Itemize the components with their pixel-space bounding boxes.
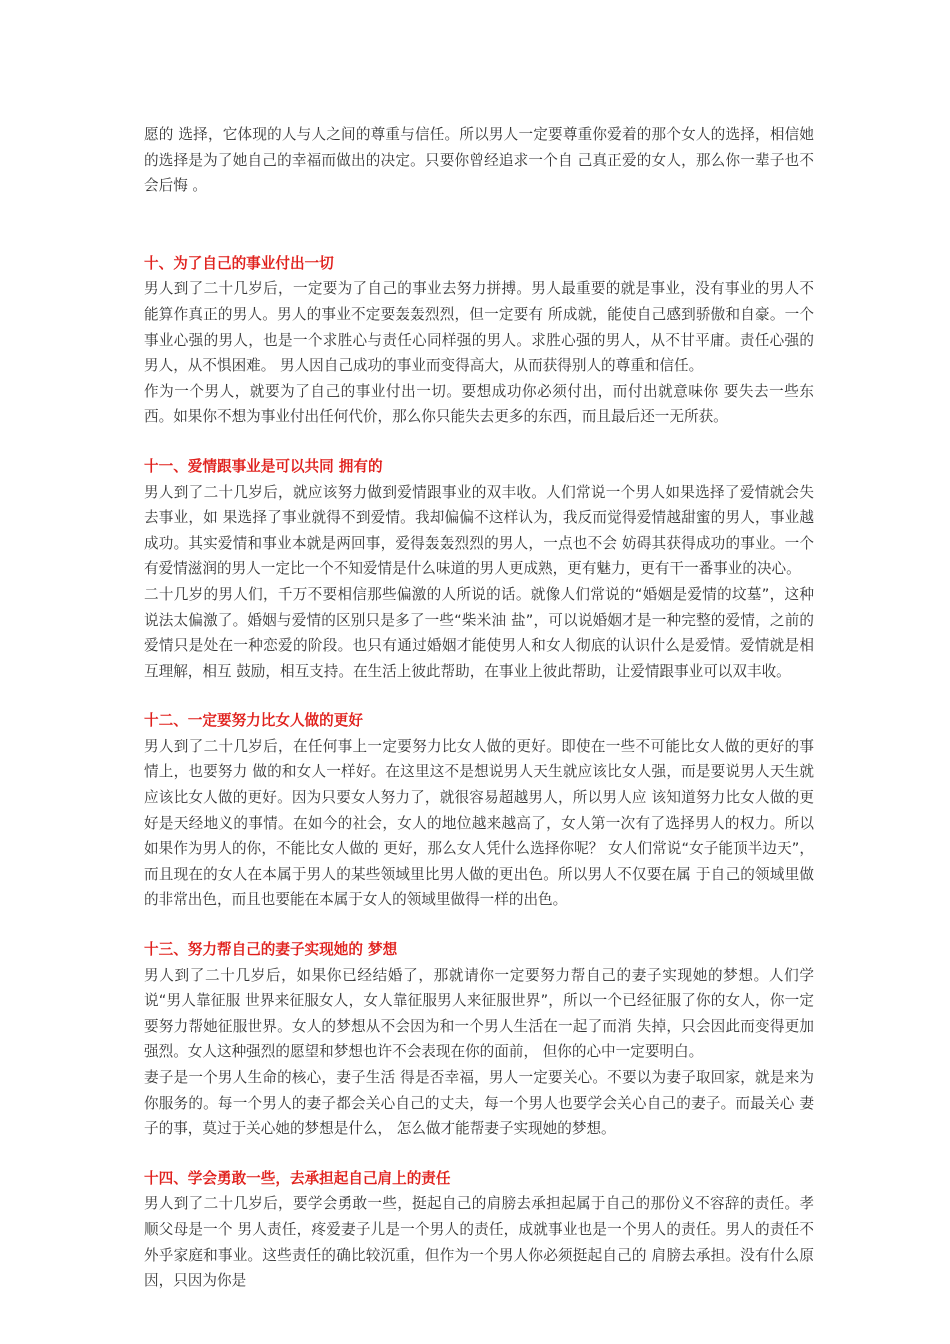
section-heading-13: 十三、努力帮自己的妻子实现她的 梦想 bbox=[144, 941, 398, 959]
section-heading-12: 十二、一定要努力比女人做的更好 bbox=[144, 712, 363, 730]
section-13-paragraph-2: 妻子是一个男人生命的核心，妻子生活 得是否幸福，男人一定要关心。不要以为妻子取回家，就是来为你服务的。每一个男人的妻子都会关心自己的丈夫，每一个男人也要学会关心自己的妻子。而最关心 妻子的事，莫过于关心她的梦想是什么， 怎么做才能帮妻子实现她的梦想。 bbox=[144, 1069, 814, 1138]
spacer bbox=[144, 684, 814, 708]
section-13-paragraph-1: 男人到了二十几岁后，如果你已经结婚了，那就请你一定要努力帮自己的妻子实现她的梦想。人们学说“男人靠征服 世界来征服女人，女人靠征服男人来征服世界”，所以一个已经征服了你的女人，你一定要努力帮她征服世界。女人的梦想从不会因为和一个男人生活在一起了而消 失掉，只会因此而变得更加强烈。女人这种强烈的愿望和梦想也许不会表现在你的面前， 但你的心中一定要明白。 bbox=[144, 966, 814, 1061]
spacer bbox=[144, 430, 814, 454]
section-heading-10: 十、为了自己的事业付出一切 bbox=[144, 254, 334, 272]
section-10-paragraph-1: 男人到了二十几岁后，一定要为了自己的事业去努力拼搏。男人最重要的就是事业，没有事业的男人不能算作真正的男人。男人的事业不定要轰轰烈烈，但一定要有 所成就，能使自己感到骄傲和自豪。一个事业心强的男人，也是一个求胜心与责任心同样强的男人。求胜心强的男人，从不甘平庸。责任心强的男人，从不惧困难。 男人因自己成功的事业而变得高大，从而获得别人的尊重和信任。 bbox=[144, 280, 814, 375]
section-heading-14: 十四、学会勇敢一些，去承担起自己肩上的责任 bbox=[144, 1169, 451, 1187]
article-body bbox=[144, 122, 814, 1294]
section-11-paragraph-1: 男人到了二十几岁后，就应该努力做到爱情跟事业的双丰收。人们常说一个男人如果选择了爱情就会失去事业，如 果选择了事业就得不到爱情。我却偏偏不这样认为，我反而觉得爱情越甜蜜的男人，事业越成功。其实爱情和事业本就是两回事，爱得轰轰烈烈的男人，一点也不会 妨碍其获得成功的事业。一个有爱情滋润的男人一定比一个不知爱情是什么味道的男人更成熟，更有魅力，更有干一番事业的决心。 bbox=[144, 483, 814, 578]
section-12-paragraph-1: 男人到了二十几岁后，在任何事上一定要努力比女人做的更好。即使在一些不可能比女人做的更好的事情上，也要努力 做的和女人一样好。在这里这不是想说男人天生就应该比女人强，而是要说男人天生就应该比女人做的更好。因为只要女人努力了，就很容易超越男人，所以男人应 该知道努力比女人做的更好是天经地义的事情。在如今的社会，女人的地位越来越高了，女人第一次有了选择男人的权力。所以如果作为男人的你，不能比女人做的 更好，那么女人凭什么选择你呢？ 女人们常说“女子能顶半边天”，而且现在的女人在本属于男人的某些领域里比男人做的更出色。所以男人不仅要在属 于自己的领域里做的非常出色，而且也要能在本属于女人的领域里做得一样的出色。 bbox=[144, 737, 814, 909]
section-10-paragraph-2: 作为一个男人，就要为了自己的事业付出一切。要想成功你必须付出，而付出就意味你 要失去一些东西。如果你不想为事业付出任何代价，那么你只能失去更多的东西，而且最后还一无所获。 bbox=[144, 382, 814, 426]
section-heading-11: 十一、爱情跟事业是可以共同 拥有的 bbox=[144, 457, 383, 475]
spacer bbox=[144, 1142, 814, 1166]
intro-paragraph: 愿的 选择，它体现的人与人之间的尊重与信任。所以男人一定要尊重你爱着的那个女人的选择，相信她的选择是为了她自己的幸福而做出的决定。只要你曾经追求一个自 己真正爱的女人，那么你一辈子也不会后悔 。 bbox=[144, 126, 814, 195]
spacer bbox=[144, 913, 814, 937]
section-14-paragraph-1: 男人到了二十几岁后，要学会勇敢一些，挺起自己的肩膀去承担起属于自己的那份义不容辞的责任。孝顺父母是一个 男人责任，疼爱妻子儿是一个男人的责任，成就事业也是一个男人的责任。男人的责任不外乎家庭和事业。这些责任的确比较沉重，但作为一个男人你必须挺起自己的 肩膀去承担。没有什么原因，只因为你是 bbox=[144, 1195, 814, 1290]
section-11-paragraph-2: 二十几岁的男人们，千万不要相信那些偏激的人所说的话。就像人们常说的“婚姻是爱情的坟墓”，这种说法太偏激了。婚姻与爱情的区别只是多了一些“柴米油 盐”，可以说婚姻才是一种完整的爱情，之前的爱情只是处在一种恋爱的阶段。也只有通过婚姻才能使男人和女人彻底的认识什么是爱情。爱情就是相互理解，相互 鼓励，相互支持。在生活上彼此帮助，在事业上彼此帮助，让爱情跟事业可以双丰收。 bbox=[144, 585, 814, 680]
spacer bbox=[144, 199, 814, 251]
